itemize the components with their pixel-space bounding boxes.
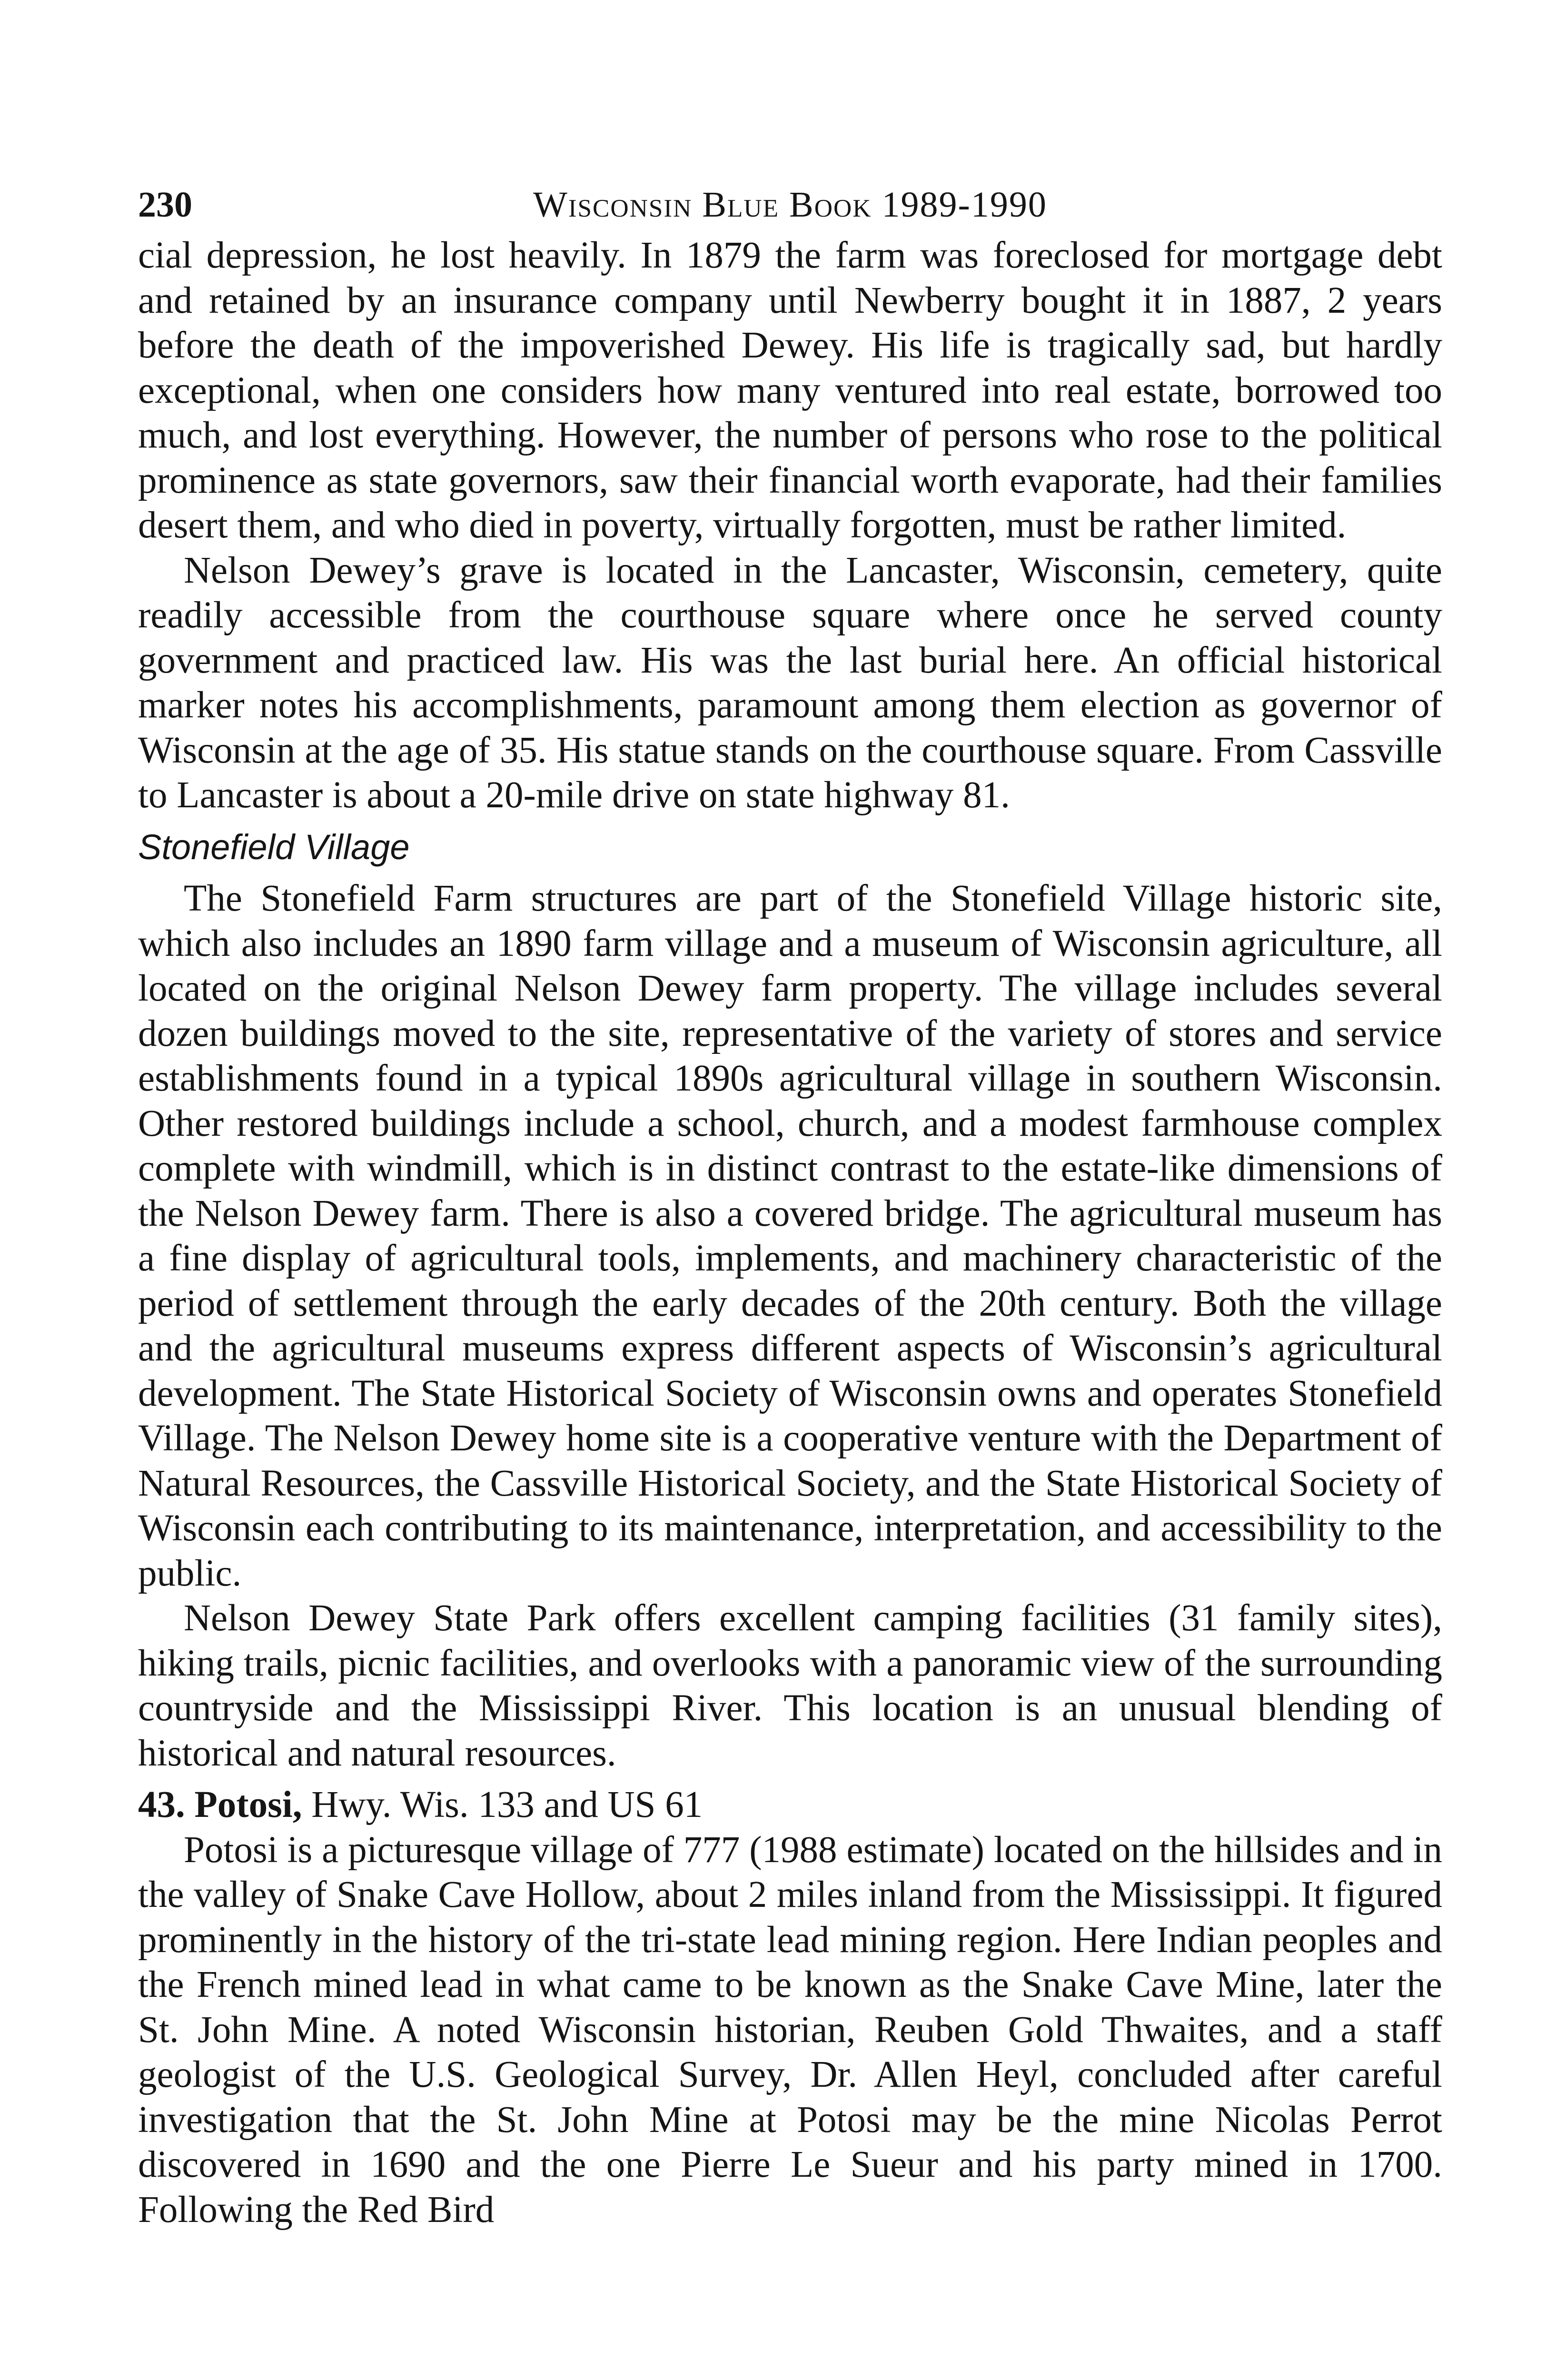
- entry-number: 43.: [138, 1784, 185, 1825]
- entry-heading-potosi: [138, 1783, 1442, 1828]
- paragraph-state-park: Nelson Dewey State Park offers excellent camping facilities (31 family sites), hiking trails, picnic facilities, and overlooks with a panoramic view of the surrounding countryside and the Mississippi River. This location is an unusual blending of historical and natural resources.: [138, 1597, 1442, 1774]
- running-head: Wisconsin Blue Book 1989-1990: [533, 185, 1047, 225]
- book-page: [138, 181, 1442, 2232]
- page-number: 230: [138, 185, 192, 225]
- entry-route: Hwy. Wis. 133 and US 61: [311, 1784, 703, 1825]
- paragraph-stonefield-village: The Stonefield Farm structures are part of the Stonefield Village historic site, which also includes an 1890 farm village and a museum of Wisconsin agriculture, all located on the original Nelson Dewey farm property. The village includes several dozen buildings moved to the site, representative of the variety of stores and service establishments found in a typical 1890s agricultural village in southern Wisconsin. Other restored buildings include a school, church, and a modest farmhouse complex complete with windmill, which is in distinct contrast to the estate-like dimensions of the Nelson Dewey farm. There is also a covered bridge. The agricultural museum has a fine display of agricultural tools, implements, and machinery characteristic of the period of settlement through the early decades of the 20th century. Both the village and the agricultural museums express different aspects of Wisconsin’s agricultural development. The State Historical Society of Wisconsin owns and operates Stonefield Village. The Nelson Dewey home site is a cooperative venture with the Department of Natural Resources, the Cassville Historical Society, and the State Historical Society of Wisconsin each contributing to its maintenance, interpretation, and accessibility to the public.: [138, 878, 1442, 1594]
- paragraph-dewey-grave: Nelson Dewey’s grave is located in the Lancaster, Wisconsin, cemetery, quite readily accessible from the courthouse square where once he served county government and practiced law. His was the last burial here. An official historical marker notes his accomplishments, paramount among them election as governor of Wisconsin at the age of 35. His statue stands on the courthouse square. From Cassville to Lancaster is about a 20-mile drive on state highway 81.: [138, 549, 1442, 816]
- page-header: [138, 181, 1442, 233]
- paragraph-dewey-finances: cial depression, he lost heavily. In 1879 the farm was foreclosed for mortgage debt and retained by an insurance company until Newberry bought it in 1887, 2 years before the death of the impoverished Dewey. His life is tragically sad, but hardly exceptional, when one considers how many ventured into real estate, borrowed too much, and lost everything. However, the number of persons who rose to the political prominence as state governors, saw their financial worth evaporate, had their families desert them, and who died in poverty, virtually forgotten, must be rather limited.: [138, 235, 1442, 546]
- section-subheading: Stonefield Village: [138, 827, 410, 867]
- body-text: [138, 233, 1442, 2232]
- entry-name: Potosi,: [194, 1784, 302, 1825]
- paragraph-potosi: Potosi is a picturesque village of 777 (1988 estimate) located on the hillsides and in the valley of Snake Cave Hollow, about 2 miles inland from the Mississippi. It figured prominently in the history of the tri-state lead mining region. Here Indian peoples and the French mined lead in what came to be known as the Snake Cave Mine, later the St. John Mine. A noted Wisconsin historian, Reuben Gold Thwaites, and a staff geologist of the U.S. Geological Survey, Dr. Allen Heyl, concluded after careful investigation that the St. John Mine at Potosi may be the mine Nicolas Perrot discovered in 1690 and the one Pierre Le Sueur and his party mined in 1700. Following the Red Bird: [138, 1829, 1442, 2231]
